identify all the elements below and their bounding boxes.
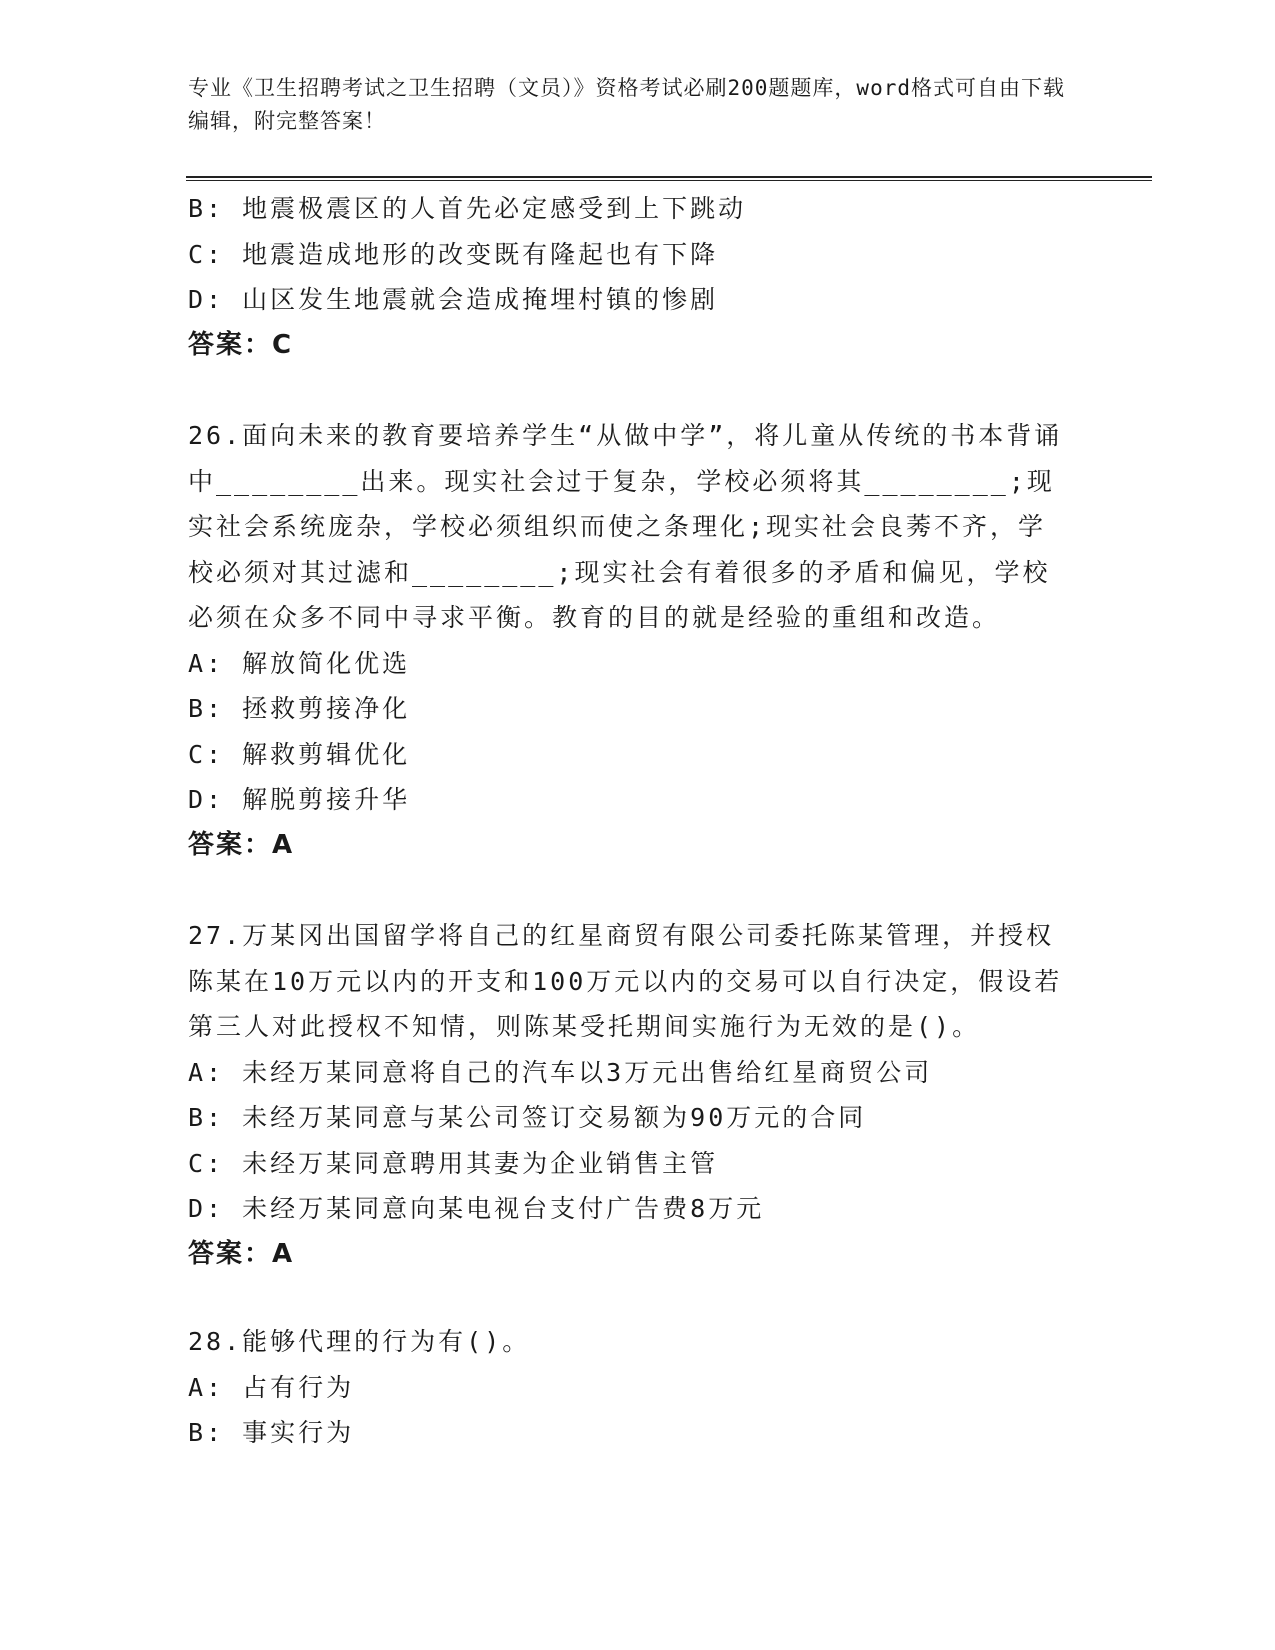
option-a: A: 未经万某同意将自己的汽车以3万元出售给红星商贸公司 xyxy=(188,1057,933,1087)
header-divider xyxy=(186,176,1152,181)
answer-line: 答案：A xyxy=(188,829,295,860)
option-d: D: 解脱剪接升华 xyxy=(188,785,411,814)
document-header xyxy=(188,72,1068,138)
question-25 xyxy=(188,186,1068,368)
question-stem: 28.能够代理的行为有()。 xyxy=(188,1327,531,1356)
question-27 xyxy=(188,913,1068,1277)
question-spacer xyxy=(188,1277,1068,1319)
option-b: B: 拯救剪接净化 xyxy=(188,694,411,723)
answer-line: 答案：C xyxy=(188,329,294,360)
question-26 xyxy=(188,413,1068,868)
question-list xyxy=(188,186,1068,1456)
question-spacer xyxy=(188,368,1068,413)
question-28 xyxy=(188,1319,1068,1456)
option-d: D: 山区发生地震就会造成掩埋村镇的惨剧 xyxy=(188,285,719,314)
option-b: B: 未经万某同意与某公司签订交易额为90万元的合同 xyxy=(188,1103,867,1132)
option-c: C: 未经万某同意聘用其妻为企业销售主管 xyxy=(188,1148,719,1178)
question-stem: 27.万某冈出国留学将自己的红星商贸有限公司委托陈某管理，并授权陈某在10万元以内的开支和100万元以内的交易可以自行决定，假设若第三人对此授权不知情，则陈某受托期间实施行为无效的是()。 xyxy=(188,921,1063,1041)
option-c: C: 解救剪辑优化 xyxy=(188,739,411,769)
header-title: 专业《卫生招聘考试之卫生招聘（文员）》资格考试必刷200题题库，word格式可自由下载编辑，附完整答案！ xyxy=(188,76,1065,133)
option-a: A: 解放简化优选 xyxy=(188,648,411,678)
question-stem: 26.面向未来的教育要培养学生“从做中学”，将儿童从传统的书本背诵中________出来。现实社会过于复杂，学校必须将其________;现实社会系统庞杂，学校必须组织而使之条理化;现实社会良莠不齐，学校必须对其过滤和________;现实社会有着很多的矛盾和偏见，学校必须在众多不同中寻求平衡。教育的目的就是经验的重组和改造。 xyxy=(188,421,1063,632)
option-b: B: 事实行为 xyxy=(188,1418,355,1447)
answer-line: 答案：A xyxy=(188,1238,295,1269)
option-d: D: 未经万某同意向某电视台支付广告费8万元 xyxy=(188,1194,765,1223)
option-c: C: 地震造成地形的改变既有隆起也有下降 xyxy=(188,239,719,269)
option-a: A: 占有行为 xyxy=(188,1372,355,1402)
question-spacer xyxy=(188,868,1068,913)
option-b: B: 地震极震区的人首先必定感受到上下跳动 xyxy=(188,194,747,223)
